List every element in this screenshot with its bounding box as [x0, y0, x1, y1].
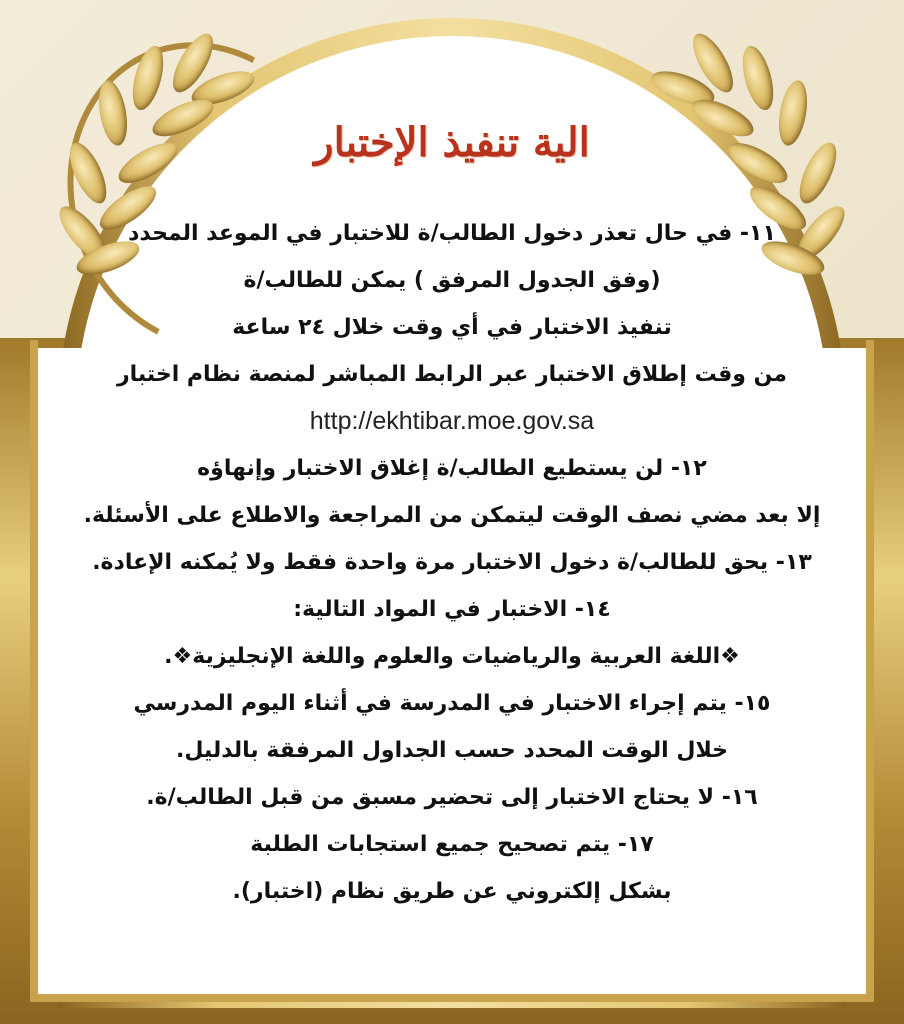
text-line: خلال الوقت المحدد حسب الجداول المرفقة بالدليل.	[175, 738, 729, 763]
url-link[interactable]: http://ekhtibar.moe.gov.sa	[309, 407, 595, 435]
text-line: ١٥- يتم إجراء الاختبار في المدرسة في أثناء اليوم المدرسي	[133, 691, 771, 716]
text-line: ١١- في حال تعذر دخول الطالب/ة للاختبار في الموعد المحدد	[128, 221, 776, 246]
text-line: من وقت إطلاق الاختبار عبر الرابط المباشر لمنصة نظام اختبار	[116, 362, 788, 387]
text-line: إلا بعد مضي نصف الوقت ليتمكن من المراجعة والاطلاع على الأسئلة.	[83, 503, 821, 528]
text-line: (وفق الجدول المرفق ) يمكن للطالب/ة	[243, 268, 661, 293]
text-line: ١٢- لن يستطيع الطالب/ة إغلاق الاختبار وإنهاؤه	[197, 456, 707, 481]
text-line: ❖اللغة العربية والرياضيات والعلوم واللغة الإنجليزية❖.	[164, 644, 740, 669]
text-line: ١٣- يحق للطالب/ة دخول الاختبار مرة واحدة فقط ولا يُمكنه الإعادة.	[92, 550, 812, 575]
document-content	[60, 108, 844, 915]
text-line: تنفيذ الاختبار في أي وقت خلال ٢٤ ساعة	[232, 315, 672, 340]
text-line: ١٦- لا يحتاج الاختبار إلى تحضير مسبق من قبل الطالب/ة.	[146, 785, 758, 810]
text-line: بشكل إلكتروني عن طريق نظام (اختبار).	[232, 879, 672, 904]
text-line: ١٧- يتم تصحيح جميع استجابات الطلبة	[250, 832, 654, 857]
text-line: ١٤- الاختبار في المواد التالية:	[293, 597, 611, 622]
page-title: الية تنفيذ الإختبار	[314, 119, 590, 166]
